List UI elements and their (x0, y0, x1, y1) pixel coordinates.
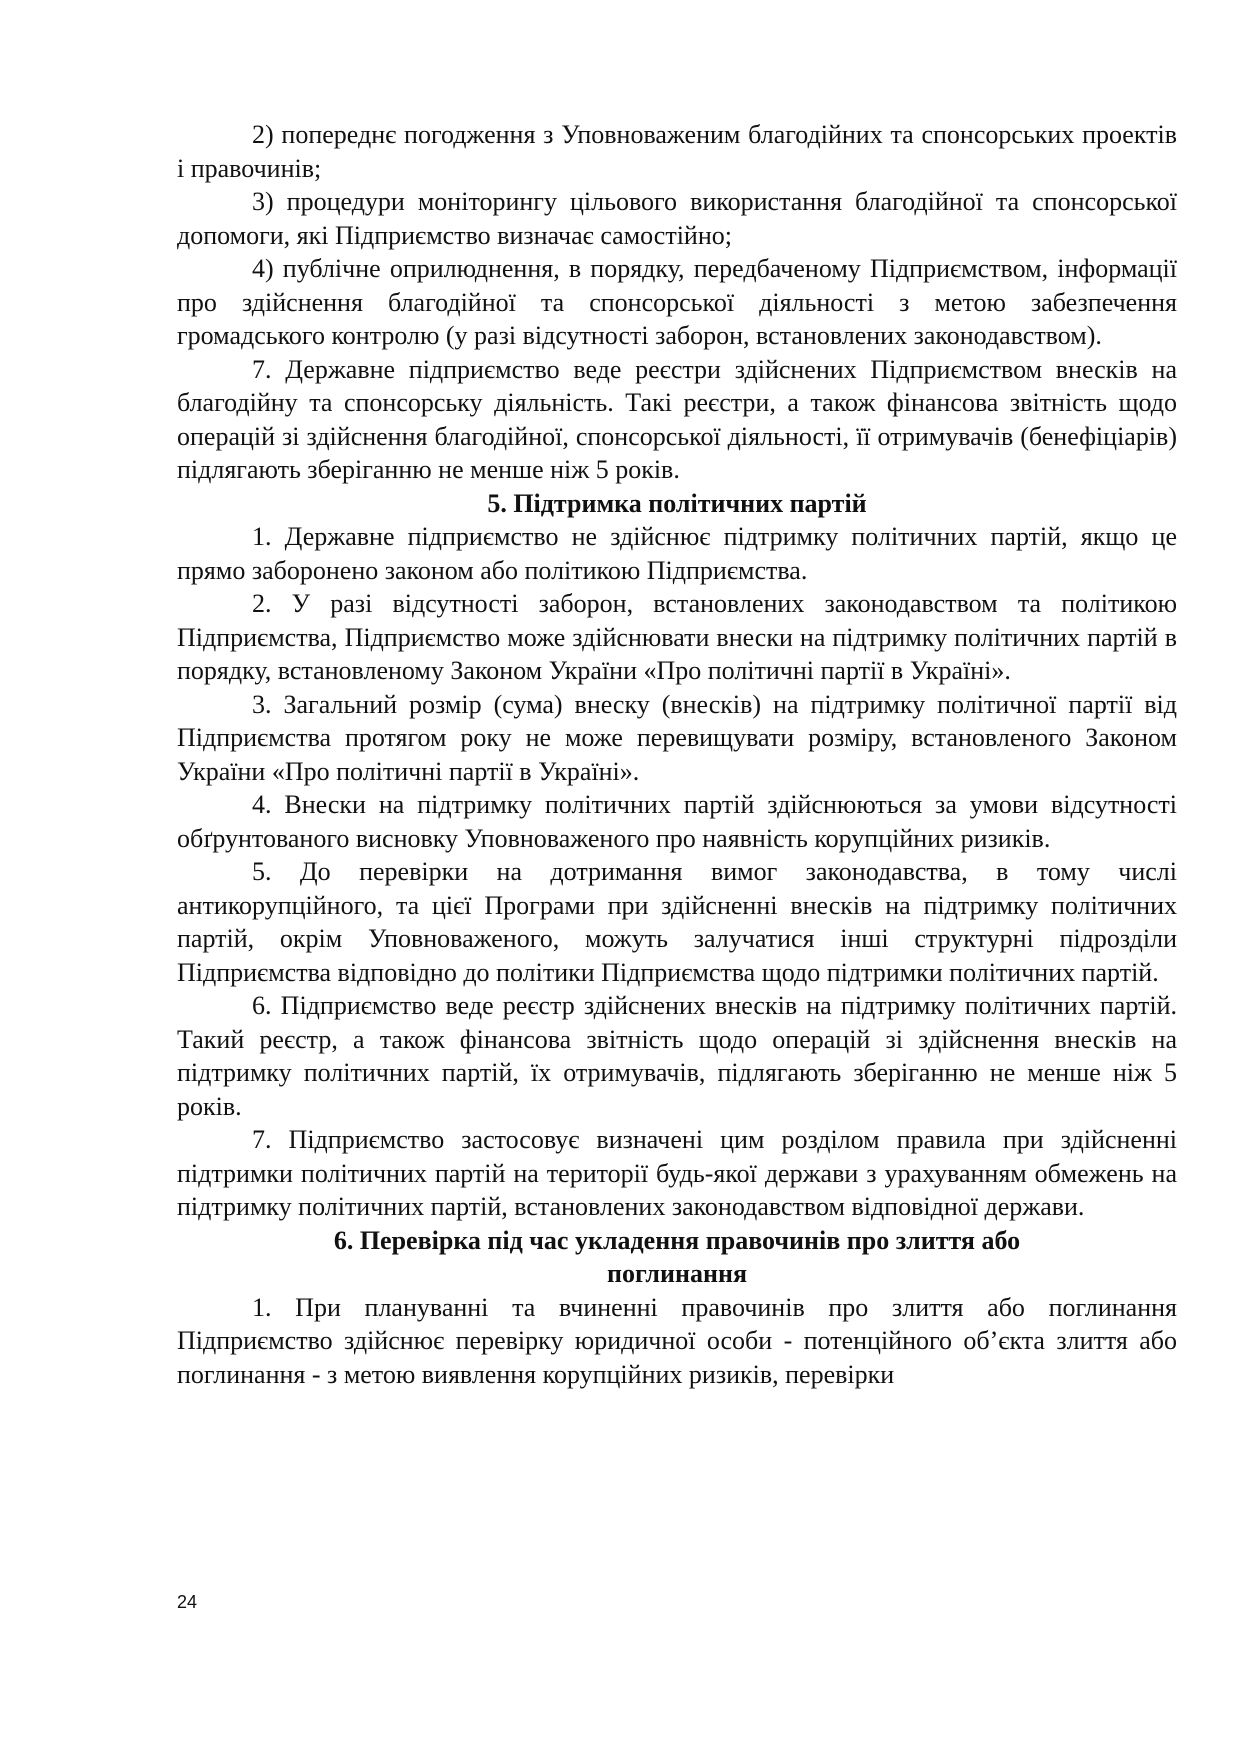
paragraph-item-2: 2) попереднє погодження з Уповноваженим благодійних та спонсорських проектів і правочинів; (177, 120, 1177, 183)
paragraph-item-4: 4) публічне оприлюднення, в порядку, передбаченому Підприємством, інформації про здійснення благодійної та спонсорської діяльності з метою забезпечення громадського контролю (у разі відсутності заборон, встановлених законодавством). (177, 254, 1177, 350)
section-5-paragraph-7: 7. Підприємство застосовує визначені цим розділом правила при здійсненні підтримки політичних партій на території будь-якої держави з урахуванням обмежень на підтримку політичних партій, встановлених законодавством відповідної держави. (177, 1125, 1177, 1221)
section-5-paragraph-3: 3. Загальний розмір (сума) внеску (внесків) на підтримку політичної партії від Підприємства протягом року не може перевищувати розміру, встановленого Законом України «Про політичні партії в Україні». (177, 689, 1177, 786)
paragraph-point-7: 7. Державне підприємство веде реєстри здійснених Підприємством внесків на благодійну та спонсорську діяльність. Такі реєстри, а також фінансова звітність щодо операцій зі здійснення благодійної, спонсорської діяльності, її отримувачів (бенефіціарів) підлягають зберіганню не менше ніж 5 років. (177, 354, 1177, 484)
section-5-paragraph-2: 2. У разі відсутності заборон, встановлених законодавством та політикою Підприємства, Підприємство може здійснювати внески на підтримку політичних партій в порядку, встановленому Законом України «Про політичні партії в Україні». (177, 589, 1177, 685)
section-5-paragraph-6: 6. Підприємство веде реєстр здійснених внесків на підтримку політичних партій. Такий реєстр, а також фінансова звітність щодо операцій зі здійснення внесків на підтримку політичних партій, їх отримувачів, підлягають зберіганню не менше ніж 5 років. (177, 991, 1177, 1121)
document-page (177, 118, 1177, 1391)
section-6-paragraph-1: 1. При плануванні та вчиненні правочинів про злиття або поглинання Підприємство здійснює перевірку юридичної особи - потенційного об’єкта злиття або поглинання - з метою виявлення корупційних ризиків, перевірки (177, 1292, 1177, 1389)
section-5-heading: 5. Підтримка політичних партій (487, 488, 867, 518)
section-6-heading: 6. Перевірка під час укладення правочинів про злиття або поглинання (333, 1225, 1021, 1288)
section-5-paragraph-4: 4. Внески на підтримку політичних партій здійснюються за умови відсутності обґрунтованого висновку Уповноваженого про наявність корупційних ризиків. (177, 790, 1177, 853)
section-5-paragraph-5: 5. До перевірки на дотримання вимог законодавства, в тому числі антикорупційного, та цієї Програми при здійсненні внесків на підтримку політичних партій, окрім Уповноваженого, можуть залучатися інші структурні підрозділи Підприємства відповідно до політики Підприємства щодо підтримки політичних партій. (177, 857, 1177, 987)
section-5-paragraph-1: 1. Державне підприємство не здійснює підтримку політичних партій, якщо це прямо заборонено законом або політикою Підприємства. (177, 522, 1177, 585)
paragraph-item-3: 3) процедури моніторингу цільового використання благодійної та спонсорської допомоги, які Підприємство визначає самостійно; (177, 187, 1177, 250)
page-number: 24 (177, 1592, 198, 1612)
